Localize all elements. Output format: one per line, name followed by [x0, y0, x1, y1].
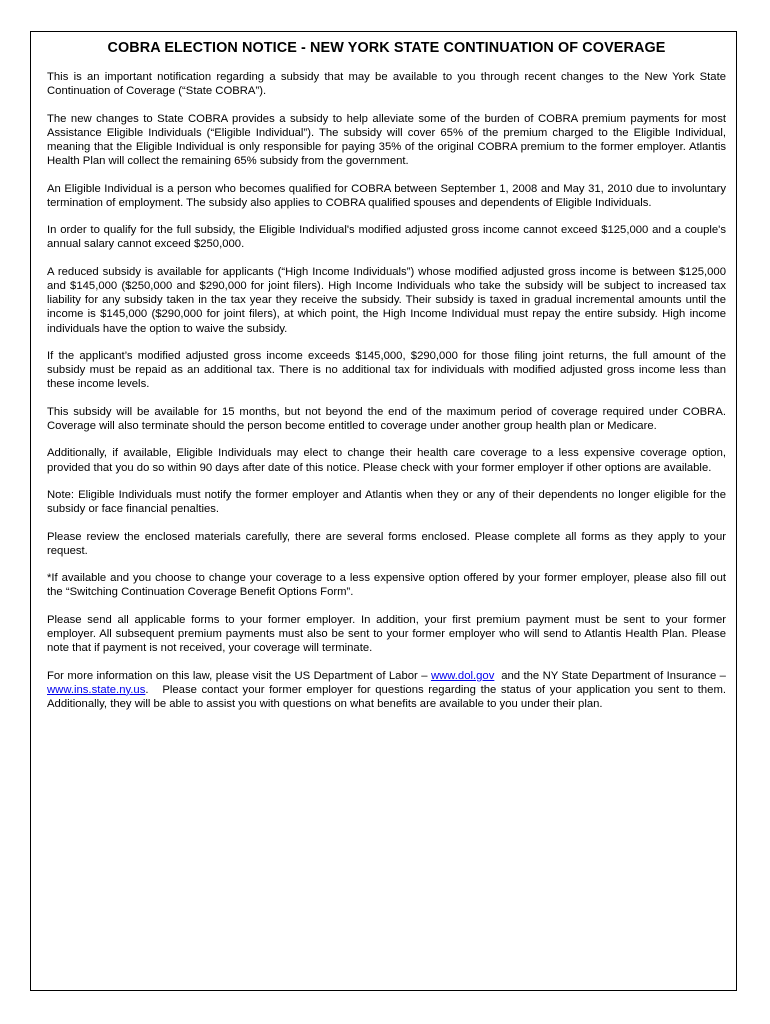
paragraph-subsidy-changes: The new changes to State COBRA provides a subsidy to help alleviate some of the burden of COBRA premium payments for most Assistance Eligible Individuals (“Eligible Individual”). The subsidy will cover 65% of the premium charged to the Eligible Individual, meaning that the Eligible Individual is only responsible for paying 35% of the original COBRA premium to the former employer. Atlantis Health Plan will collect the remaining 65% subsidy from the government. [47, 112, 726, 168]
paragraph-switching-form: *If available and you choose to change your coverage to a less expensive option offered by your former employer, please also fill out the “Switching Continuation Coverage Benefit Options Form”. [47, 572, 726, 599]
paragraph-more-information [47, 669, 730, 712]
paragraph-review-materials: Please review the enclosed materials carefully, there are several forms enclosed. Please complete all forms as they apply to your request. [47, 530, 726, 557]
notice-title: COBRA ELECTION NOTICE - NEW YORK STATE CONTINUATION OF COVERAGE [107, 40, 666, 56]
ins-link[interactable]: www.ins.state.ny.us [47, 683, 146, 696]
paragraph-income-exceeds: If the applicant’s modified adjusted gross income exceeds $145,000, $290,000 for those filing joint returns, the full amount of the subsidy must be repaid as an additional tax. There is no additional tax for individuals with modified adjusted gross income less than these income levels. [47, 349, 726, 391]
paragraph-note: Note: Eligible Individuals must notify the former employer and Atlantis when they or any of their dependents no longer eligible for the subsidy or face financial penalties. [47, 488, 726, 516]
paragraph-duration: This subsidy will be available for 15 months, but not beyond the end of the maximum period of coverage required under COBRA. Coverage will also terminate should the person become entitled to coverage under another group health plan or Medicare. [47, 405, 726, 432]
paragraph-change-coverage: Additionally, if available, Eligible Individuals may elect to change their health care coverage to a less expensive coverage option, provided that you do so within 90 days after date of this notice. Please check with your former employer if other options are available. [47, 447, 726, 474]
more-info-text-1: For more information on this law, please visit the US Department of Labor – [47, 669, 431, 682]
paragraph-send-forms: Please send all applicable forms to your former employer. In addition, your first premium payment must be sent to your former employer. All subsequent premium payments must also be sent to your former employer who will send to Atlantis Health Plan. Please note that if payment is not received, your coverage will terminate. [47, 613, 726, 655]
dol-link[interactable]: www.dol.gov [430, 669, 495, 682]
paragraph-intro: This is an important notification regarding a subsidy that may be available to you through recent changes to the New York State Continuation of Coverage (“State COBRA”). [47, 71, 726, 98]
more-info-text-2: and the NY State Department of Insurance – [494, 669, 730, 682]
paragraph-eligible-individual: An Eligible Individual is a person who becomes qualified for COBRA between September 1, 2008 and May 31, 2010 due to involuntary termination of employment. The subsidy also applies to COBRA qualified spouses and dependents of Eligible Individuals. [47, 182, 726, 209]
paragraph-reduced-subsidy: A reduced subsidy is available for applicants (“High Income Individuals”) whose modified adjusted gross income is between $125,000 and $145,000 ($250,000 and $290,000 for joint filers). High Income Individuals who take the subsidy will be subject to increased tax liability for any subsidy taken in the tax year they receive the subsidy. Their subsidy is taxed in gradual incremental amounts until the income is $145,000 ($290,000 for joint filers), at which point, the High Income Individual must repay the entire subsidy. High income individuals have the option to waive the subsidy. [47, 265, 726, 335]
notice-frame [30, 31, 737, 991]
paragraph-full-subsidy: In order to qualify for the full subsidy, the Eligible Individual's modified adjusted gross income cannot exceed $125,000 and a couple's annual salary cannot exceed $250,000. [47, 224, 726, 251]
more-info-text-3: . Please contact your former employer for questions regarding the status of your application you sent to them. Additionally, they will be able to assist you with questions on what benefits are available to you under their plan. [47, 683, 729, 710]
